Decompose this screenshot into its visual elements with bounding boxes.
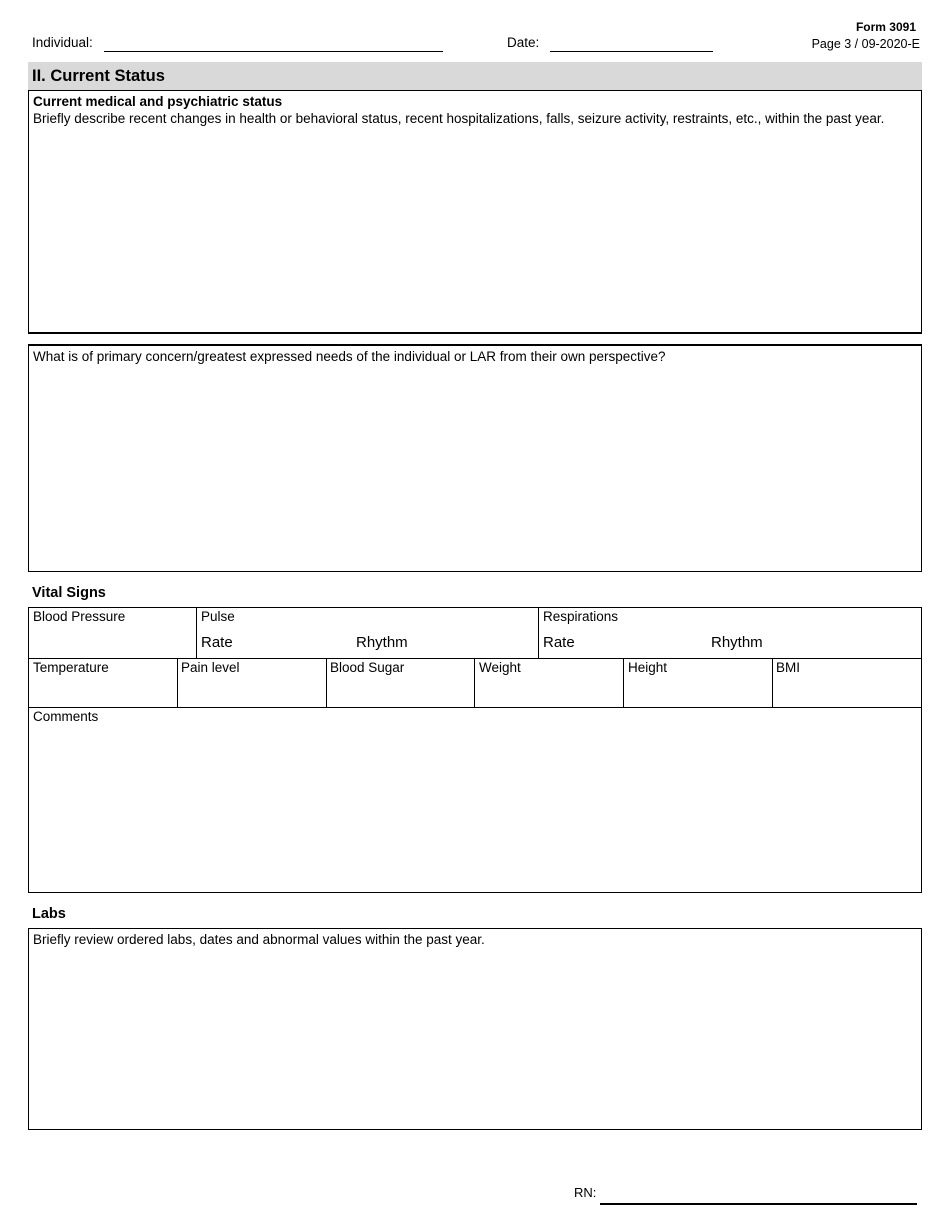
- rn-label: RN:: [574, 1185, 597, 1200]
- blood-pressure-field[interactable]: [29, 608, 196, 658]
- pain-level-label: Pain level: [181, 660, 240, 675]
- date-label: Date:: [507, 35, 540, 50]
- individual-field[interactable]: [104, 51, 443, 52]
- labs-box[interactable]: [28, 928, 922, 1130]
- bmi-field[interactable]: [773, 659, 922, 707]
- individual-label: Individual:: [32, 35, 93, 50]
- blood-pressure-label: Blood Pressure: [33, 609, 126, 624]
- pulse-label: Pulse: [201, 609, 235, 624]
- date-field[interactable]: [550, 51, 713, 52]
- medical-status-box[interactable]: [28, 90, 922, 334]
- bmi-label: BMI: [776, 660, 801, 675]
- page-info: Page 3 / 09-2020-E: [811, 37, 920, 51]
- respirations-rate-label: Rate: [543, 634, 575, 651]
- labs-instructions: Briefly review ordered labs, dates and abnormal values within the past year.: [33, 932, 485, 947]
- weight-label: Weight: [479, 660, 521, 675]
- height-field[interactable]: [624, 659, 772, 707]
- labs-heading: Labs: [32, 906, 66, 922]
- medical-status-instructions: Briefly describe recent changes in health or behavioral status, recent hospitalizations, falls, seizure activity, restraints, etc., within the past year.: [33, 111, 885, 126]
- respirations-rhythm-label: Rhythm: [711, 634, 763, 651]
- blood-sugar-field[interactable]: [327, 659, 474, 707]
- temperature-field[interactable]: [29, 659, 177, 707]
- height-label: Height: [628, 660, 668, 675]
- pulse-rhythm-label: Rhythm: [356, 634, 408, 651]
- vital-signs-table: [28, 607, 922, 893]
- medical-status-heading: Current medical and psychiatric status: [33, 94, 283, 109]
- primary-concern-question: What is of primary concern/greatest expressed needs of the individual or LAR from their own perspective?: [33, 349, 666, 364]
- pain-level-field[interactable]: [178, 659, 326, 707]
- vital-signs-heading: Vital Signs: [32, 585, 106, 601]
- blood-sugar-label: Blood Sugar: [330, 660, 405, 675]
- comments-field[interactable]: [29, 708, 921, 892]
- respirations-label: Respirations: [543, 609, 619, 624]
- section-title-bar: [28, 62, 922, 90]
- pulse-field[interactable]: [197, 608, 538, 658]
- section-title: II. Current Status: [32, 67, 165, 85]
- temperature-label: Temperature: [33, 660, 109, 675]
- form-number: Form 3091: [855, 20, 916, 34]
- rn-signature-field[interactable]: [600, 1203, 917, 1205]
- primary-concern-box[interactable]: [28, 344, 922, 572]
- respirations-field[interactable]: [539, 608, 922, 658]
- comments-label: Comments: [33, 709, 99, 724]
- pulse-rate-label: Rate: [201, 634, 233, 651]
- weight-field[interactable]: [475, 659, 623, 707]
